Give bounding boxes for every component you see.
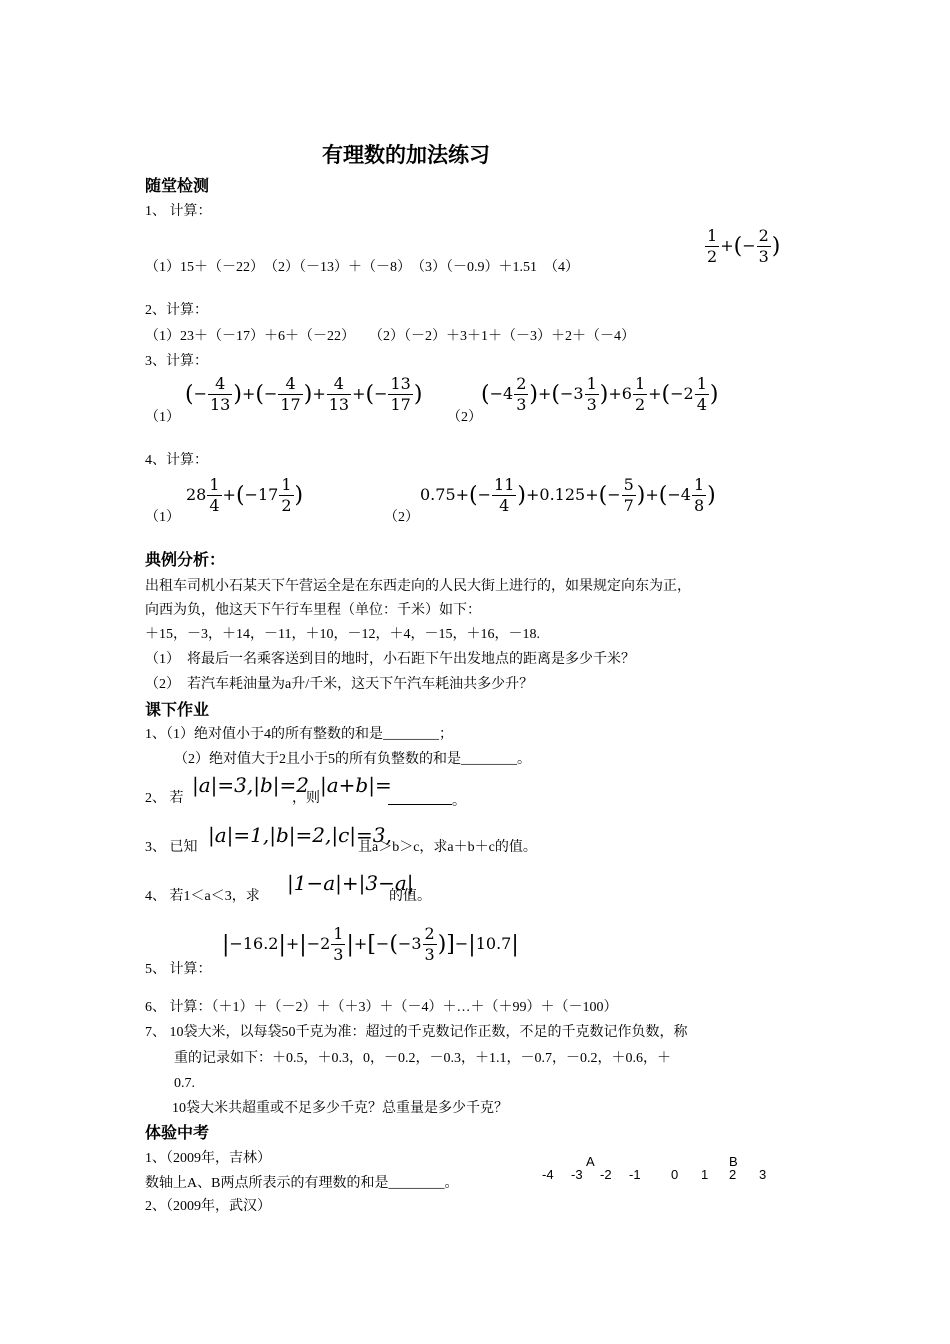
q4-label: 4、计算： <box>145 453 208 468</box>
hw-q1b: （2）绝对值大于2且小于5的所有负整数的和是________。 <box>174 752 531 767</box>
number-line-point-b: B <box>729 1154 738 1169</box>
exam-q1a: 1、（2009年，吉林） <box>145 1151 271 1166</box>
example-paragraph-line2: 向西为负，他这天下午行车里程（单位：千米）如下： <box>145 603 481 618</box>
number-line-tick: 3 <box>759 1167 767 1182</box>
hw-q3-condition: |a|=1,|b|=2,|c|=3, <box>208 823 392 847</box>
section-heading-exam: 体验中考 <box>145 1125 210 1142</box>
hw-q4-prefix: 4、 若1＜a＜3，求 <box>145 889 260 904</box>
number-line-tick: -2 <box>600 1167 612 1182</box>
answer-blank <box>388 790 452 805</box>
number-line-tick: -3 <box>571 1167 583 1182</box>
q1-items: （1）15＋（－22） （2）（－13）＋（－8） （3）（－0.9）＋1.51 （4） <box>145 260 579 275</box>
number-line-tick: 0 <box>671 1167 679 1182</box>
hw-q2-mid: ，则 <box>292 791 320 806</box>
number-line-tick: -1 <box>629 1167 641 1182</box>
exam-q1b: 数轴上A、B两点所表示的有理数的和是________。 <box>145 1176 459 1191</box>
number-line-tick: 2 <box>729 1167 737 1182</box>
hw-q2-blank <box>388 790 466 811</box>
hw-q2-end: 。 <box>452 794 466 809</box>
hw-q5-prefix: 5、 计算： <box>145 962 212 977</box>
example-data: ＋15，－3，＋14，－11，＋10，－12，＋4，－15，＋16，－18. <box>145 627 540 642</box>
q4-part1-label: （1） <box>145 510 180 525</box>
number-line-tick: -4 <box>542 1167 554 1182</box>
q2-items: （1）23＋（－17）＋6＋（－22） （2）（－2）＋3＋1＋（－3）＋2＋（－4） <box>145 329 635 344</box>
number-line-tick: 1 <box>701 1167 709 1182</box>
hw-q7-line3: 0.7. <box>174 1076 195 1091</box>
hw-q2-prefix: 2、 若 <box>145 791 184 806</box>
hw-q6: 6、 计算：（＋1）＋（－2）＋（＋3）＋（－4）＋…＋（＋99）＋（－100） <box>145 1000 618 1015</box>
section-heading-practice: 随堂检测 <box>145 178 210 195</box>
q1-label: 1、 计算： <box>145 204 212 219</box>
example-paragraph-line1: 出租车司机小石某天下午营运全是在东西走向的人民大街上进行的，如果规定向东为正， <box>145 579 691 594</box>
section-heading-homework: 课下作业 <box>145 702 210 719</box>
hw-q4-end: 的值。 <box>389 889 431 904</box>
exam-q2: 2、（2009年，武汉） <box>145 1199 271 1214</box>
number-line-point-a: A <box>586 1154 595 1169</box>
q3-label: 3、计算： <box>145 354 208 369</box>
example-question-2: （2） 若汽车耗油量为a升/千米，这天下午汽车耗油共多少升？ <box>145 677 534 692</box>
example-question-1: （1） 将最后一名乘客送到目的地时，小石距下午出发地点的距离是多少千米？ <box>145 652 635 667</box>
hw-q5-expression: |−16.2|+|−2 $\frac{1}{3}$ |+[−(−3 $\frac{2}{3}$ )]−|10.7| <box>222 924 519 964</box>
q2-label: 2、计算： <box>145 303 208 318</box>
q3-part2-label: （2） <box>447 410 482 425</box>
q3-part1-expression: (− $\frac{4}{13}$ )+(− $\frac{4}{17}$ )+ $\frac{4}{13}$ +(− $\frac{13}{17}$ ) <box>185 374 423 414</box>
hw-q7-line2: 重的记录如下：＋0.5，＋0.3，0，－0.2，－0.3，＋1.1，－0.7，－0.2，＋0.6，＋ <box>174 1051 671 1066</box>
section-heading-example: 典例分析： <box>145 552 226 569</box>
q4-part1-expression: 28 $\frac{1}{4}$ +(−17 $\frac{1}{2}$ ) <box>186 475 304 515</box>
page-title: 有理数的加法练习 <box>322 144 490 167</box>
q3-part2-expression: (−4 $\frac{2}{3}$ )+(−3 $\frac{1}{3}$ )+6 $\frac{1}{2}$ +(−2 $\frac{1}{4}$ ) <box>481 374 719 414</box>
q3-part1-label: （1） <box>145 410 180 425</box>
hw-q7-line4: 10袋大米共超重或不足多少千克？总重量是多少千克？ <box>172 1101 508 1116</box>
hw-q1a: 1、（1）绝对值小于4的所有整数的和是________； <box>145 727 453 742</box>
hw-q4-expression: |1−a|+|3−a| <box>287 871 414 895</box>
q1-part4-expression: $\frac{1}{2}$ +(− $\frac{2}{3}$ ) <box>707 226 781 266</box>
q4-part2-label: （2） <box>384 510 419 525</box>
hw-q3-end: 且a＞b＞c，求a＋b＋c的值。 <box>358 840 537 855</box>
hw-q2-condition: |a|=3,|b|=2 <box>192 773 310 797</box>
hw-q2-expression: |a+b|= <box>320 773 392 797</box>
hw-q7-line1: 7、 10袋大米，以每袋50千克为准：超过的千克数记作正数，不足的千克数记作负数，称 <box>145 1025 688 1040</box>
hw-q3-prefix: 3、 已知 <box>145 840 198 855</box>
q4-part2-expression: 0.75+(− $\frac{11}{4}$ )+0.125+(− $\frac{5}{7}$ )+(−4 $\frac{1}{8}$ ) <box>420 475 716 515</box>
